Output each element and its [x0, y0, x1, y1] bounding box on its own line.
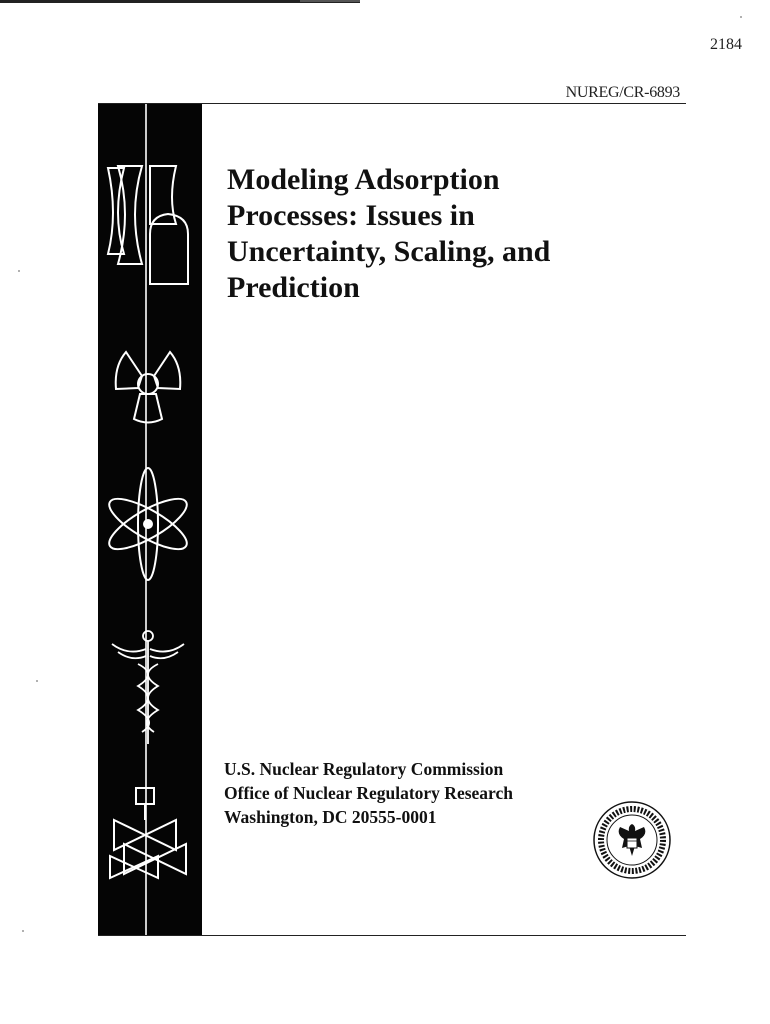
caduceus-icon: [112, 631, 184, 744]
valve-icon: [110, 788, 186, 878]
publisher-line: U.S. Nuclear Regulatory Commission: [224, 759, 504, 779]
cooling-tower-icon: [108, 166, 188, 284]
atom-icon: [103, 468, 193, 580]
band-illustrations: [98, 104, 202, 936]
publisher-line: Office of Nuclear Regulatory Research: [224, 783, 513, 803]
radiation-trefoil-icon: [116, 352, 181, 423]
scan-top-rule-fragment: [300, 0, 360, 2]
publisher-block: [224, 757, 584, 829]
title-line: Processes: Issues in: [227, 199, 475, 232]
title-line: Prediction: [227, 271, 360, 304]
report-number: NUREG/CR-6893: [565, 84, 680, 101]
page-number: 2184: [710, 36, 742, 53]
document-title: [227, 162, 647, 306]
nrc-seal-icon: [592, 800, 672, 880]
publisher-line: Washington, DC 20555-0001: [224, 807, 437, 827]
title-line: Modeling Adsorption: [227, 163, 500, 196]
title-line: Uncertainty, Scaling, and: [227, 235, 551, 268]
footer-rule: [98, 935, 686, 936]
